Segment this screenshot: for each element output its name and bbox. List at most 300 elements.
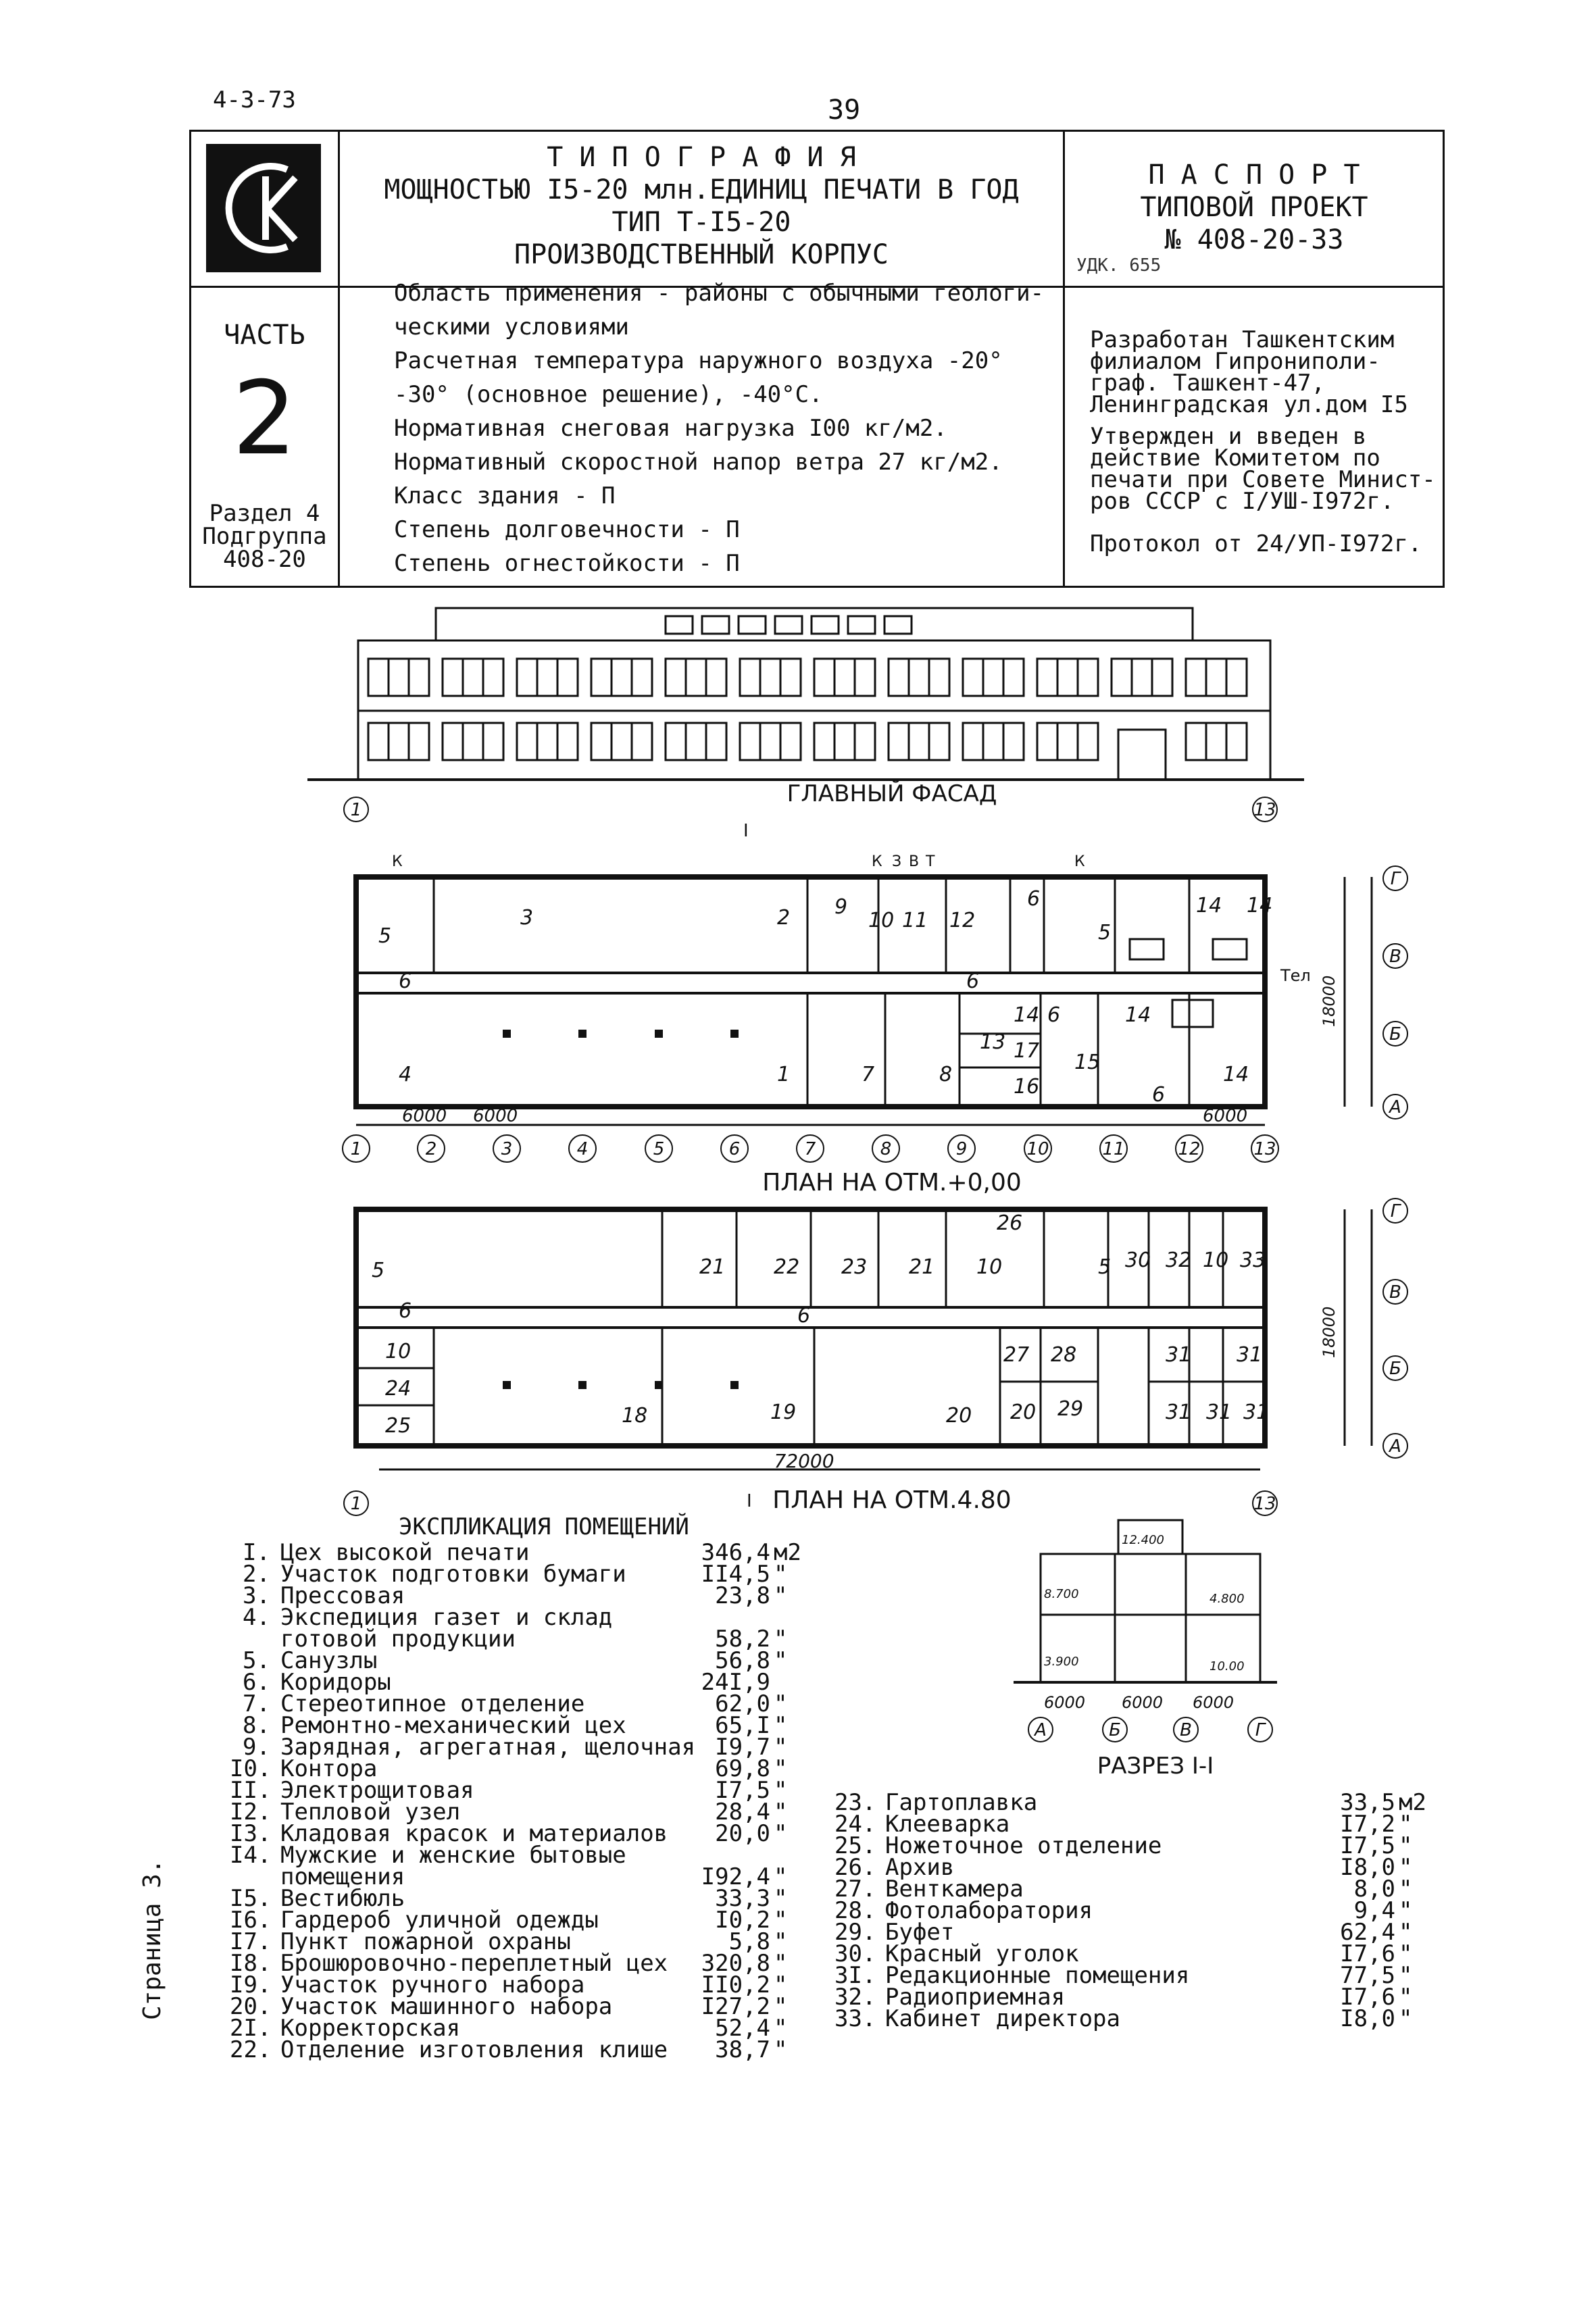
column [730, 1381, 739, 1389]
part-number: 2 [232, 360, 297, 478]
item-number: 4. [243, 1604, 270, 1631]
item-unit: " [774, 1734, 788, 1761]
item-number: 24. [834, 1811, 876, 1838]
column [578, 1030, 587, 1038]
axis-label: 8 [880, 1139, 892, 1159]
item-area: II0,2 [701, 1971, 770, 1998]
top-window [775, 616, 802, 634]
axis-label: Г [1255, 1720, 1266, 1740]
dim-label: 18000 [1320, 975, 1339, 1027]
room-number: 30 [1125, 1249, 1151, 1272]
axis-label: В [1389, 947, 1401, 967]
room-number: 10 [385, 1340, 412, 1363]
column [655, 1030, 663, 1038]
column [730, 1030, 739, 1038]
item-area: 20,0 [715, 1820, 770, 1847]
room-number: 14 [1196, 894, 1222, 917]
facade-window [443, 723, 503, 760]
item-area: 62,0 [715, 1690, 770, 1717]
item-area: 62,4 [1340, 1919, 1395, 1946]
item-unit: " [774, 1755, 788, 1782]
top-window [884, 616, 912, 634]
facade-window [1186, 723, 1247, 760]
developer-line: филиалом Гипрониполи- [1090, 348, 1380, 375]
item-area: 8,0 [1353, 1876, 1395, 1903]
item-name: Участок ручного набора [280, 1971, 585, 1998]
column [503, 1381, 511, 1389]
spec-line: -30° (основное решение), -40°С. [394, 381, 823, 408]
room-number: 10 [976, 1255, 1003, 1279]
item-name: Прессовая [280, 1582, 405, 1609]
item-name: Красный уголок [885, 1940, 1079, 1967]
room-number: 24 [385, 1377, 412, 1401]
item-number: I5. [230, 1885, 272, 1912]
dim-label: 6000 [402, 1106, 447, 1126]
room-number: 31 [1243, 1401, 1270, 1424]
axis-label: А [1034, 1720, 1047, 1740]
spec-line: Степень долговечности - П [394, 516, 740, 543]
room-number: 25 [385, 1414, 412, 1438]
item-area: 77,5 [1340, 1962, 1395, 1989]
item-name: Ремонтно-механический цех [280, 1712, 626, 1739]
item-unit: " [774, 1647, 788, 1674]
axis-label: 13 [1253, 1139, 1276, 1159]
column [503, 1030, 511, 1038]
item-number: 3. [243, 1582, 270, 1609]
facade-window [740, 723, 801, 760]
plan-ground [356, 877, 1265, 1107]
item-area: I7,6 [1340, 1984, 1395, 2011]
axis-label: 7 [804, 1139, 816, 1159]
item-number: I. [243, 1539, 270, 1566]
item-number: 33. [834, 2005, 876, 2032]
item-unit: " [774, 1950, 788, 1977]
item-name: Отделение изготовления клише [280, 2036, 668, 2063]
item-area: II4,5 [701, 1561, 770, 1588]
room-number: 16 [1014, 1075, 1040, 1099]
side-page-label: Страница 3. [139, 1859, 166, 2020]
section-title: РАЗРЕЗ I-I [1097, 1753, 1214, 1780]
item-number: I0. [230, 1755, 272, 1782]
item-number: 32. [834, 1984, 876, 2011]
cut-mark: I [747, 1491, 752, 1511]
item-area: I7,6 [1340, 1940, 1395, 1967]
level-label: 12.400 [1122, 1533, 1164, 1547]
facade-window [889, 659, 949, 696]
axis-label: Г [1390, 869, 1401, 889]
item-number: 25. [834, 1832, 876, 1859]
item-unit: " [774, 1885, 788, 1912]
explication-list-left [230, 1539, 838, 2063]
spec-line: Класс здания - П [394, 482, 616, 509]
item-unit: " [774, 1820, 788, 1847]
dim-label: 6000 [1122, 1693, 1164, 1712]
item-area: 24I,9 [701, 1669, 770, 1696]
room-number: 19 [770, 1401, 797, 1424]
item-name: Электрощитовая [280, 1777, 474, 1804]
item-unit: " [774, 1777, 788, 1804]
passport-line: ТИПОВОЙ ПРОЕКТ [1140, 192, 1368, 223]
page-code: 4-3-73 [213, 86, 296, 114]
item-unit: м2 [774, 1539, 801, 1566]
room-number: 17 [1014, 1039, 1040, 1063]
spec-line: Нормативный скоростной напор ветра 27 кг/м2. [394, 449, 1003, 476]
item-number: 26. [834, 1854, 876, 1881]
item-name: готовой продукции [280, 1626, 516, 1653]
axis-label: А [1389, 1436, 1401, 1457]
room-number: 6 [966, 970, 980, 993]
room-number: 14 [1247, 894, 1273, 917]
item-number: 2I. [230, 2015, 272, 2042]
mark-label: В [909, 853, 920, 870]
facade-window [368, 659, 429, 696]
item-name: Участок машинного набора [280, 1993, 613, 2020]
axis-label: 1 [350, 800, 362, 820]
item-number: 8. [243, 1712, 270, 1739]
room-number: 9 [834, 895, 848, 919]
item-area: 5,8 [728, 1928, 770, 1955]
room-number: 23 [841, 1255, 868, 1279]
item-name: Санузлы [280, 1647, 378, 1674]
item-unit: " [774, 1993, 788, 2020]
dim-label: 18000 [1320, 1306, 1339, 1358]
protocol: Протокол от 24/УП-I972г. [1090, 530, 1422, 557]
item-unit: " [1399, 1854, 1413, 1881]
top-window [666, 616, 693, 634]
spec-line: Нормативная снеговая нагрузка I00 кг/м2. [394, 415, 947, 442]
part-label: ЧАСТЬ [224, 320, 305, 351]
item-unit: " [1399, 1962, 1413, 1989]
item-unit: " [1399, 1984, 1413, 2011]
subgroup-label: Подгруппа [202, 523, 327, 550]
mark-label: Т [926, 853, 935, 870]
dim-label: 6000 [473, 1106, 518, 1126]
room-number: 20 [946, 1404, 972, 1428]
item-name: Коридоры [280, 1669, 391, 1696]
room-number: 10 [1203, 1249, 1229, 1272]
facade-window [517, 659, 578, 696]
item-unit: " [774, 2036, 788, 2063]
item-unit: " [1399, 1919, 1413, 1946]
room-number: 28 [1051, 1343, 1077, 1367]
item-name: Зарядная, агрегатная, щелочная [280, 1734, 696, 1761]
item-unit: " [774, 1863, 788, 1890]
item-name: Фотолаборатория [885, 1897, 1093, 1924]
room-number: 31 [1166, 1401, 1192, 1424]
main-facade [307, 608, 1304, 780]
developer-line: Разработан Ташкентским [1090, 326, 1395, 353]
approval-line: ров СССР с I/УШ-I972г. [1090, 488, 1395, 515]
level-label: 4.800 [1210, 1592, 1245, 1606]
room-number: 22 [774, 1255, 800, 1279]
item-name: Экспедиция газет и склад [280, 1604, 613, 1631]
approval-line: Утвержден и введен в [1090, 423, 1367, 450]
dim-total: 72000 [774, 1450, 834, 1472]
item-number: II. [230, 1777, 272, 1804]
axis-label: 4 [576, 1139, 589, 1159]
item-unit: " [1399, 1940, 1413, 1967]
axis-label: 10 [1026, 1139, 1049, 1159]
column [578, 1381, 587, 1389]
title-line: ПРОИЗВОДСТВЕННЫЙ КОРПУС [514, 239, 889, 270]
subgroup-code: 408-20 [223, 546, 306, 573]
item-number: 20. [230, 1993, 272, 2020]
top-window [812, 616, 839, 634]
item-area: I7,5 [1340, 1832, 1395, 1859]
room-number: 11 [902, 909, 928, 932]
room-number: 21 [909, 1255, 935, 1279]
item-area: 346,4 [701, 1539, 770, 1566]
room-number: 31 [1166, 1343, 1192, 1367]
axis-label: 11 [1102, 1139, 1125, 1159]
item-name: Стереотипное отделение [280, 1690, 585, 1717]
spec-line: ческими условиями [394, 313, 629, 341]
axis-label: 1 [350, 1494, 362, 1514]
approval-line: печати при Совете Минист- [1090, 466, 1436, 493]
room-number: 6 [399, 970, 412, 993]
room-number: 14 [1014, 1003, 1040, 1027]
explication-list-right [834, 1789, 1429, 2032]
item-number: 6. [243, 1669, 270, 1696]
item-area: 56,8 [715, 1647, 770, 1674]
item-unit: " [1399, 1832, 1413, 1859]
plan1-title: ПЛАН НА ОТМ.+0,00 [762, 1169, 1022, 1197]
item-number: 29. [834, 1919, 876, 1946]
column [655, 1381, 663, 1389]
facade-window [740, 659, 801, 696]
room-number: 18 [622, 1404, 648, 1428]
mark-label: К [872, 853, 882, 870]
item-unit: " [774, 1690, 788, 1717]
item-number: I6. [230, 1907, 272, 1934]
explication-item [834, 2005, 1429, 2032]
item-number: 22. [230, 2036, 272, 2063]
room-number: 5 [1098, 921, 1112, 945]
facade-window [1037, 659, 1098, 696]
mark-label: З [892, 853, 902, 870]
item-name: Цех высокой печати [280, 1539, 530, 1566]
item-name: Буфет [885, 1919, 955, 1946]
room-number: 5 [1098, 1255, 1112, 1279]
item-area: I7,2 [1340, 1811, 1395, 1838]
facade-window [1037, 723, 1098, 760]
facade-window [443, 659, 503, 696]
room-number: 7 [862, 1063, 875, 1086]
axis-label: 6 [728, 1139, 741, 1159]
item-name: Участок подготовки бумаги [280, 1561, 626, 1588]
item-unit: " [1399, 1811, 1413, 1838]
item-unit: " [774, 2015, 788, 2042]
dim-label: 6000 [1193, 1693, 1235, 1712]
room-number: 32 [1166, 1249, 1192, 1272]
facade-window [1112, 659, 1172, 696]
axis-label: 5 [653, 1139, 665, 1159]
room-number: 1 [777, 1063, 791, 1086]
facade-window [963, 659, 1024, 696]
explication-title: ЭКСПЛИКАЦИЯ ПОМЕЩЕНИЙ [399, 1513, 689, 1540]
dim-label: 6000 [1203, 1106, 1248, 1126]
explication-item [230, 2036, 838, 2063]
top-window [702, 616, 729, 634]
facade-window [368, 723, 429, 760]
item-name: Мужские и женские бытовые [280, 1842, 626, 1869]
item-area: 38,7 [715, 2036, 770, 2063]
spec-line: Область применения - районы с обычными геологи- [394, 280, 1045, 307]
axis-label: 3 [501, 1139, 513, 1159]
axis-label: 12 [1178, 1139, 1201, 1159]
facade-title: ГЛАВНЫЙ ФАСАД [787, 780, 997, 807]
room-number: 33 [1240, 1249, 1266, 1272]
room-number: 13 [980, 1030, 1006, 1054]
room-number: 8 [939, 1063, 953, 1086]
fixture [1213, 939, 1247, 959]
axis-label: 9 [955, 1139, 968, 1159]
item-area: 28,4 [715, 1799, 770, 1826]
room-number: 5 [378, 924, 392, 948]
title-line: Т И П О Г Р А Ф И Я [547, 142, 856, 173]
room-number: 6 [797, 1304, 811, 1328]
facade-window [1186, 659, 1247, 696]
item-name: Кабинет директора [885, 2005, 1120, 2032]
item-area: 33,5 [1340, 1789, 1395, 1816]
room-number: 6 [399, 1299, 412, 1323]
item-number: 5. [243, 1647, 270, 1674]
facade-window [591, 659, 652, 696]
axis-label: Б [1109, 1720, 1121, 1740]
axis-label: 1 [350, 1139, 362, 1159]
item-area: 9,4 [1353, 1897, 1395, 1924]
developer-line: граф. Ташкент-47, [1090, 370, 1325, 397]
top-window [739, 616, 766, 634]
item-name: Венткамера [885, 1876, 1024, 1903]
item-number: I3. [230, 1820, 272, 1847]
item-name: Редакционные помещения [885, 1962, 1190, 1989]
passport-line: П А С П О Р Т [1148, 159, 1360, 191]
item-number: 30. [834, 1940, 876, 1967]
room-number: 31 [1237, 1343, 1263, 1367]
item-area: I8,0 [1340, 1854, 1395, 1881]
facade-window [591, 723, 652, 760]
item-number: 28. [834, 1897, 876, 1924]
item-number: 2. [243, 1561, 270, 1588]
room-number: 5 [372, 1259, 385, 1282]
item-unit: м2 [1399, 1789, 1426, 1816]
item-unit: " [774, 1971, 788, 1998]
room-number: 26 [997, 1211, 1023, 1235]
item-name: Контора [280, 1755, 378, 1782]
item-area: 52,4 [715, 2015, 770, 2042]
facade-window [814, 659, 875, 696]
axis-label: В [1180, 1720, 1192, 1740]
facade-window [963, 723, 1024, 760]
room-number: 14 [1125, 1003, 1151, 1027]
item-number: I2. [230, 1799, 272, 1826]
item-unit: " [774, 1799, 788, 1826]
room-number: 14 [1223, 1063, 1249, 1086]
fixture [1130, 939, 1164, 959]
facade-window [666, 723, 726, 760]
item-unit: " [1399, 1876, 1413, 1903]
fixture [1172, 1000, 1213, 1027]
title-line: ТИП Т-I5-20 [612, 207, 791, 238]
spec-line: Степень огнестойкости - П [394, 550, 740, 577]
axis-label: Г [1390, 1201, 1401, 1222]
item-number: 9. [243, 1734, 270, 1761]
item-name: Ножеточное отделение [885, 1832, 1162, 1859]
item-name: Кладовая красок и материалов [280, 1820, 668, 1847]
room-number: 21 [699, 1255, 726, 1279]
room-number: 27 [1003, 1343, 1030, 1367]
item-name: Архив [885, 1854, 955, 1881]
item-name: Пункт пожарной охраны [280, 1928, 571, 1955]
spec-line: Расчетная температура наружного воздуха -20° [394, 347, 1003, 374]
room-number: 12 [949, 909, 976, 932]
item-number: 3I. [834, 1962, 876, 1989]
item-name: Вестибюль [280, 1885, 405, 1912]
item-name: Брошюровочно-переплетный цех [280, 1950, 668, 1977]
room-number: 31 [1206, 1401, 1232, 1424]
room-number: 20 [1010, 1401, 1037, 1424]
item-area: I0,2 [715, 1907, 770, 1934]
approval-line: действие Комитетом по [1090, 445, 1380, 472]
plan2-title: ПЛАН НА ОТМ.4.80 [772, 1486, 1012, 1514]
udk: УДК. 655 [1076, 255, 1162, 276]
facade-entrance [1118, 730, 1166, 780]
item-unit: " [774, 1928, 788, 1955]
item-name: Тепловой узел [280, 1799, 461, 1826]
room-number: 10 [868, 909, 895, 932]
axis-label: Б [1389, 1359, 1401, 1379]
item-area: 65,I [715, 1712, 770, 1739]
room-number: 15 [1074, 1051, 1101, 1074]
item-area: I8,0 [1340, 2005, 1395, 2032]
page-number: 39 [828, 95, 861, 126]
developer-line: Ленинградская ул.дом I5 [1090, 391, 1408, 418]
item-unit: " [774, 1712, 788, 1739]
level-label: 10.00 [1210, 1659, 1245, 1674]
axis-label: А [1389, 1097, 1401, 1117]
room-number: 6 [1152, 1083, 1166, 1107]
top-window [848, 616, 875, 634]
item-number: I4. [230, 1842, 272, 1869]
item-unit: " [774, 1907, 788, 1934]
axis-label: 13 [1253, 1494, 1276, 1514]
item-area: 23,8 [715, 1582, 770, 1609]
title-line: МОЩНОСТЬЮ I5-20 млн.ЕДИНИЦ ПЕЧАТИ В ГОД [384, 174, 1019, 205]
room-number: 29 [1057, 1397, 1084, 1421]
item-area: 33,3 [715, 1885, 770, 1912]
item-name: Корректорская [280, 2015, 461, 2042]
room-number: 6 [1047, 1003, 1061, 1027]
dim-label: 6000 [1044, 1693, 1086, 1712]
room-number: 2 [777, 906, 791, 930]
item-area: 320,8 [701, 1950, 770, 1977]
item-area: I27,2 [701, 1993, 770, 2020]
tel-label: Тел [1280, 966, 1311, 985]
item-area: I92,4 [701, 1863, 770, 1890]
room-number: 4 [399, 1063, 412, 1086]
passport-line: № 408-20-33 [1164, 224, 1344, 255]
item-unit: " [774, 1626, 788, 1653]
room-number: 3 [520, 906, 534, 930]
facade-top-floor [436, 608, 1193, 640]
room-number: 6 [1027, 887, 1041, 911]
item-area: 69,8 [715, 1755, 770, 1782]
level-label: 3.900 [1044, 1655, 1079, 1669]
item-name: Гартоплавка [885, 1789, 1038, 1816]
cut-mark: I [743, 821, 749, 841]
item-number: I7. [230, 1928, 272, 1955]
